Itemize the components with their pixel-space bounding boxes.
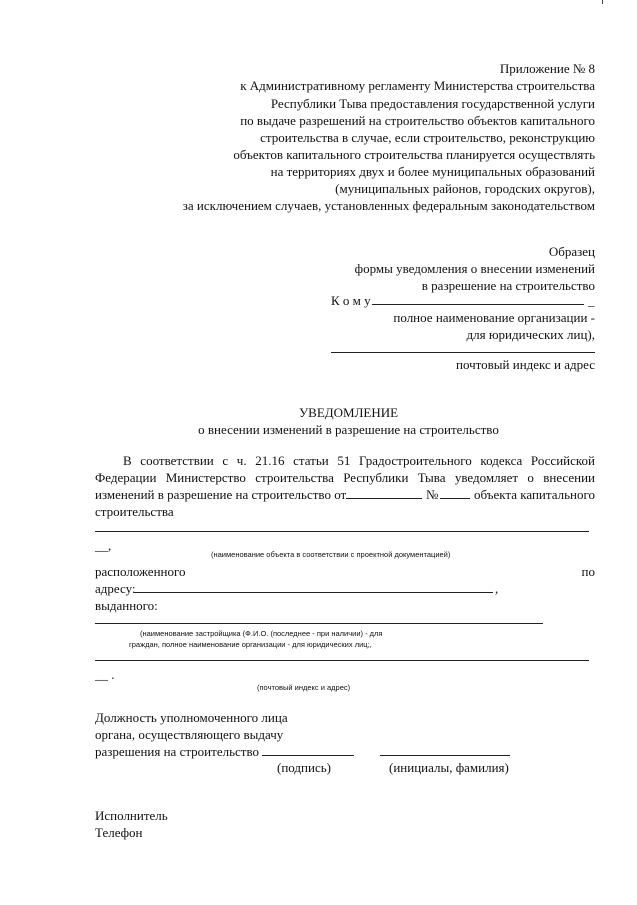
body-line-part: объекта капитального xyxy=(473,487,595,502)
sample-line: в разрешение на строительство xyxy=(421,278,595,293)
sample-label: Образец xyxy=(548,244,595,259)
recipient-tail: _ xyxy=(588,293,595,308)
object-dash: __, xyxy=(95,538,112,553)
developer-caption: граждан, полное наименование организации - для юридических лиц;, xyxy=(129,640,372,649)
body-line-part: изменений в разрешение на строительство от xyxy=(95,487,347,502)
appendix-line: (муниципальных районов, городских округов), xyxy=(335,181,595,196)
object-caption: (наименование объекта в соответствии с проектной документацией) xyxy=(211,550,451,559)
notice-title: УВЕДОМЛЕНИЕ xyxy=(298,405,399,420)
located-label: расположенного xyxy=(95,564,186,579)
appendix-line: по выдаче разрешений на строительство объектов капитального xyxy=(240,113,595,128)
recipient-address-caption: почтовый индекс и адрес xyxy=(455,357,595,372)
notice-subtitle: о внесении изменений в разрешение на строительство xyxy=(198,422,499,437)
issued-label: выданного: xyxy=(95,598,158,613)
developer-caption: (наименование застройщика (Ф.И.О. (последнее - при наличии) - для xyxy=(140,629,383,638)
position-line: Должность уполномоченного лица xyxy=(95,710,288,725)
developer-address-line xyxy=(95,660,589,661)
appendix-line: за исключением случаев, установленных федеральным законодательством xyxy=(182,198,595,213)
po-label: по xyxy=(581,564,595,579)
executor-label: Исполнитель xyxy=(95,808,168,823)
date-field-line xyxy=(346,498,422,499)
developer-name-line xyxy=(95,623,543,624)
recipient-note: для юридических лиц), xyxy=(466,327,595,342)
number-field-line xyxy=(440,498,470,499)
address-label: адресу: xyxy=(95,581,136,596)
appendix-line: объектов капитального строительства планируется осуществлять xyxy=(233,147,595,162)
object-name-line xyxy=(95,531,589,532)
appendix-line: Республики Тыва предоставления государственной услуги xyxy=(270,96,595,111)
name-field-line xyxy=(380,755,510,756)
corner-mark xyxy=(602,0,603,4)
recipient-note: полное наименование организации - xyxy=(393,310,595,325)
appendix-number: Приложение № 8 xyxy=(499,61,595,76)
phone-label: Телефон xyxy=(95,825,143,840)
developer-dash: __ . xyxy=(95,667,115,682)
appendix-line: к Административному регламенту Министерства строительства xyxy=(240,78,595,93)
body-line: Федерации Министерство строительства Республики Тыва уведомляет о внесении xyxy=(95,470,595,485)
signature-caption: (подпись) xyxy=(277,760,331,775)
body-line: В соответствии с ч. 21.16 статьи 51 Градостроительного кодекса Российской xyxy=(123,453,595,468)
appendix-line: строительства в случае, если строительство, реконструкцию xyxy=(260,130,595,145)
recipient-address-line xyxy=(331,352,595,353)
signature-field-line xyxy=(262,755,354,756)
position-line: разрешения на строительство xyxy=(95,744,260,759)
address-field-line xyxy=(134,592,493,593)
address-tail: , xyxy=(495,581,499,596)
number-sign: № xyxy=(426,487,439,502)
name-caption: (инициалы, фамилия) xyxy=(389,760,509,775)
recipient-field-line xyxy=(372,304,584,305)
sample-line: формы уведомления о внесении изменений xyxy=(354,261,595,276)
position-line: органа, осуществляющего выдачу xyxy=(95,727,284,742)
postal-caption: (почтовый индекс и адрес) xyxy=(257,683,351,692)
body-line: строительства xyxy=(95,504,174,519)
recipient-label: К о м у xyxy=(331,293,371,308)
appendix-line: на территориях двух и более муниципальных образований xyxy=(270,164,595,179)
